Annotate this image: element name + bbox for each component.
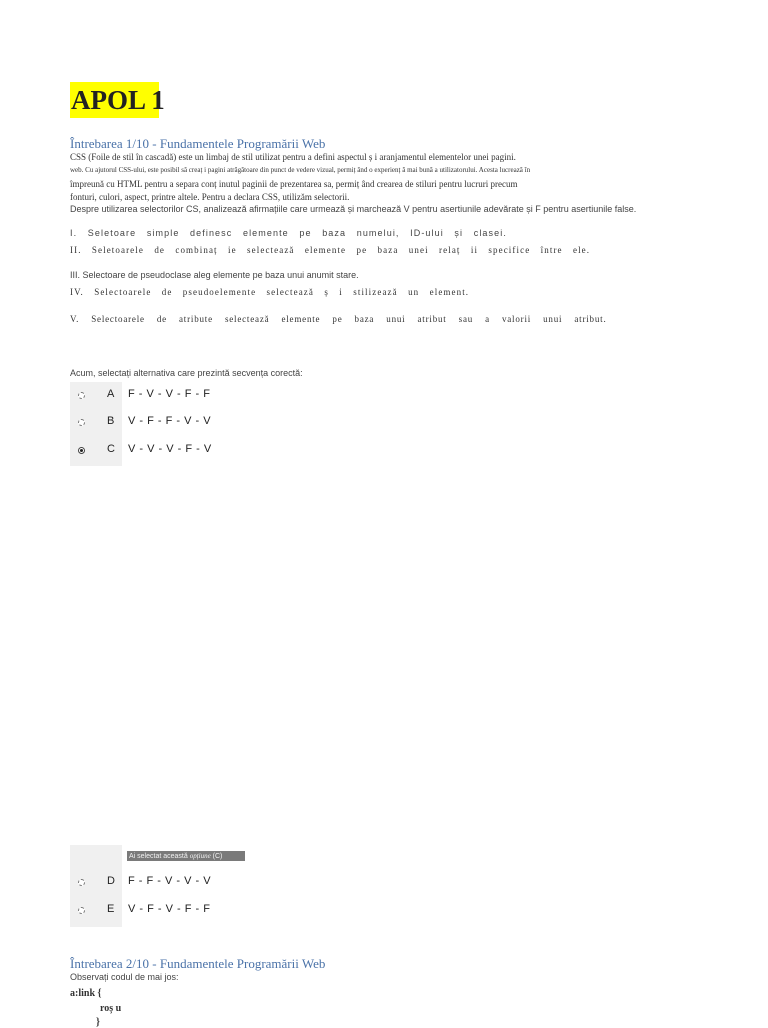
radio-option-e[interactable] (78, 907, 85, 914)
option-c-text: V - V - V - F - V (128, 443, 212, 455)
selection-note-prefix: Ai selectat această (129, 853, 188, 860)
answer-prompt: Acum, selectați alternativa care prezintă secvența corectă: (70, 368, 303, 378)
code-line-3: } (96, 1017, 100, 1028)
selection-note-word: opțiune (189, 852, 211, 860)
intro-line-5: Despre utilizarea selectorilor CS, analizează afirmațiile care urmează și marchează V pentru asertiunile adevărate și F pentru asertiunile false. (70, 204, 637, 214)
option-d-letter: D (107, 875, 115, 887)
radio-option-c-selected[interactable] (78, 447, 85, 454)
code-line-1: a:link { (70, 988, 102, 999)
statement-4: IV. Selectoarele de pseudoelemente selectează ș i stilizează un element. (70, 287, 470, 297)
page-heading: APOL 1 (70, 82, 159, 118)
selection-note (127, 851, 245, 861)
selection-note-suffix: (C) (212, 853, 223, 860)
intro-line-4: fonturi, culori, aspect, printre altele. Pentru a declara CSS, utilizăm selectorii. (70, 192, 350, 202)
option-b-text: V - F - F - V - V (128, 415, 212, 427)
statement-2: II. Seletoarele de combinaț ie selectează elemente pe baza unei relaț ii specifice între ele. (70, 245, 591, 255)
statement-1: I. Seletoare simple definesc elemente pe baza numelui, ID-ului și clasei. (70, 228, 507, 238)
radio-option-a[interactable] (78, 392, 85, 399)
option-c-letter: C (107, 443, 115, 455)
radio-option-b[interactable] (78, 419, 85, 426)
option-d[interactable] (70, 870, 290, 896)
option-e-letter: E (107, 903, 115, 915)
option-b[interactable] (70, 410, 290, 436)
option-a-letter: A (107, 388, 115, 400)
question-2-prompt: Observați codul de mai jos: (70, 972, 179, 982)
option-a-text: F - V - V - F - F (128, 388, 211, 400)
option-e-text: V - F - V - F - F (128, 903, 211, 915)
question-1-title: Întrebarea 1/10 - Fundamentele Programării Web (70, 136, 326, 151)
radio-option-d[interactable] (78, 879, 85, 886)
code-line-2: roș u (100, 1003, 122, 1014)
option-b-letter: B (107, 415, 115, 427)
intro-line-1: CSS (Foile de stil în cascadă) este un limbaj de stil utilizat pentru a defini aspectul ș i aranjamentul elementelor unei pagini. (70, 152, 516, 162)
statement-5: V. Selectoarele de atribute selectează elemente pe baza unui atribut sau a valorii unui atribut. (70, 314, 607, 324)
statement-3: III. Selectoare de pseudoclase aleg elemente pe baza unui anumit stare. (70, 270, 359, 280)
intro-line-2: web. Cu ajutorul CSS-ului, este posibil să creaț i pagini atrăgătoare din punct de vedere vizual, permiț ând o experienț ă mai bună a utilizatorului. Acesta lucrează în (70, 166, 531, 174)
intro-line-3: împreună cu HTML pentru a separa conț inutul paginii de prezentarea sa, permiț ând crearea de stiluri pentru lucruri precum (70, 179, 518, 189)
option-a[interactable] (70, 383, 290, 409)
option-d-text: F - F - V - V - V (128, 875, 212, 887)
option-c[interactable] (70, 438, 290, 464)
option-e[interactable] (70, 898, 290, 924)
question-2-title: Întrebarea 2/10 - Fundamentele Programării Web (70, 956, 326, 971)
